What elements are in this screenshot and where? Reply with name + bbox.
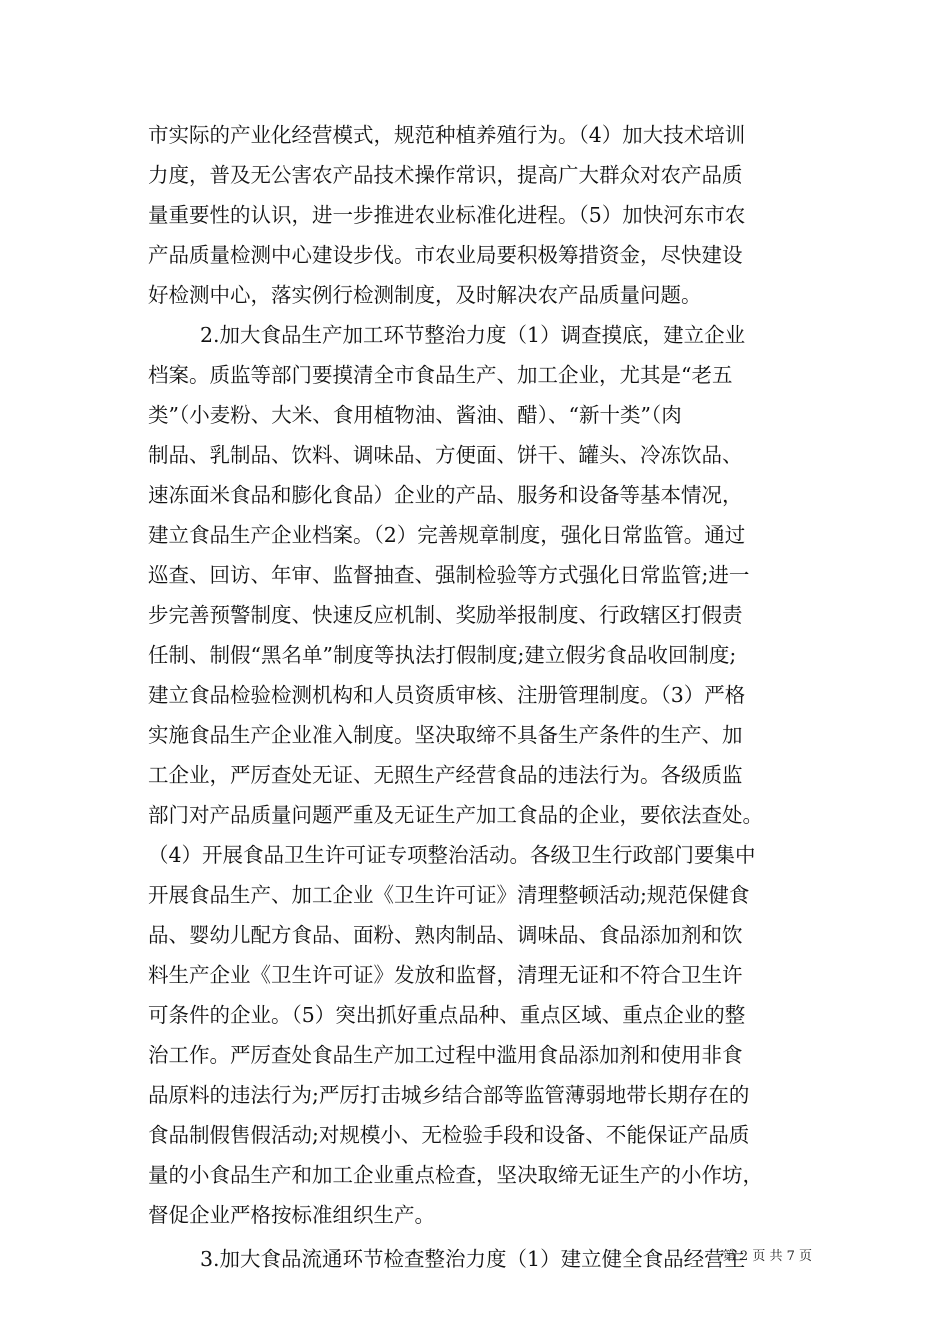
text-line: 品、婴幼儿配方食品、面粉、熟肉制品、调味品、食品添加剂和饮: [148, 923, 743, 947]
text-line: 开展食品生产、加工企业《卫生许可证》清理整顿活动;规范保健食: [148, 883, 750, 907]
text-line: 巡查、回访、年审、监督抽查、强制检验等方式强化日常监管;进一: [148, 563, 750, 587]
text-line: 档案。质监等部门要摸清全市食品生产、加工企业，尤其是“老五: [148, 363, 733, 387]
text-line: 品原料的违法行为;严厉打击城乡结合部等监管薄弱地带长期存在的: [148, 1083, 750, 1107]
paragraph-heading-2: 2.加大食品生产加工环节整治力度（1）调查摸底，建立企业: [200, 323, 746, 347]
text-line: 力度，普及无公害农产品技术操作常识，提高广大群众对农产品质: [148, 163, 743, 187]
text-line: 任制、制假“黑名单”制度等执法打假制度;建立假劣食品收回制度;: [148, 643, 737, 667]
text-line: 好检测中心，落实例行检测制度，及时解决农产品质量问题。: [148, 283, 702, 307]
paragraph-heading-3: 3.加大食品流通环节检查整治力度（1）建立健全食品经营主: [200, 1247, 746, 1271]
text-line: （4）开展食品卫生许可证专项整治活动。各级卫生行政部门要集中: [148, 843, 756, 867]
text-line: 料生产企业《卫生许可证》发放和监督，清理无证和不符合卫生许: [148, 963, 743, 987]
text-line: 速冻面米食品和膨化食品）企业的产品、服务和设备等基本情况，: [148, 483, 743, 507]
text-line: 部门对产品质量问题严重及无证生产加工食品的企业，要依法查处。: [148, 803, 763, 827]
text-line: 产品质量检测中心建设步伐。市农业局要积极筹措资金，尽快建设: [148, 243, 743, 267]
text-line: 治工作。严厉查处食品生产加工过程中滥用食品添加剂和使用非食: [148, 1043, 743, 1067]
text-line: 建立食品检验检测机构和人员资质审核、注册管理制度。（3）严格: [148, 683, 746, 707]
text-line: 食品制假售假活动;对规模小、无检验手段和设备、不能保证产品质: [148, 1123, 750, 1147]
text-line: 工企业，严厉查处无证、无照生产经营食品的违法行为。各级质监: [148, 763, 743, 787]
text-line: 可条件的企业。（5）突出抓好重点品种、重点区域、重点企业的整: [148, 1003, 746, 1027]
text-line: 类”（小麦粉、大米、食用植物油、酱油、醋）、“新十类”（肉: [148, 403, 682, 427]
text-line: 制品、乳制品、饮料、调味品、方便面、饼干、罐头、冷冻饮品、: [148, 443, 743, 467]
text-line: 量重要性的认识，进一步推进农业标准化进程。（5）加快河东市农: [148, 203, 746, 227]
text-line: 建立食品生产企业档案。（2）完善规章制度，强化日常监管。通过: [148, 523, 746, 547]
text-line: 量的小食品生产和加工企业重点检查，坚决取缔无证生产的小作坊，: [148, 1163, 763, 1187]
text-line: 市实际的产业化经营模式，规范种植养殖行为。（4）加大技术培训: [148, 123, 746, 147]
text-line: 督促企业严格按标准组织生产。: [148, 1203, 435, 1227]
text-line: 步完善预警制度、快速反应机制、奖励举报制度、行政辖区打假责: [148, 603, 743, 627]
text-line: 实施食品生产企业准入制度。坚决取缔不具备生产条件的生产、加: [148, 723, 743, 747]
page-number: 第 2 页 共 7 页: [722, 1249, 812, 1264]
